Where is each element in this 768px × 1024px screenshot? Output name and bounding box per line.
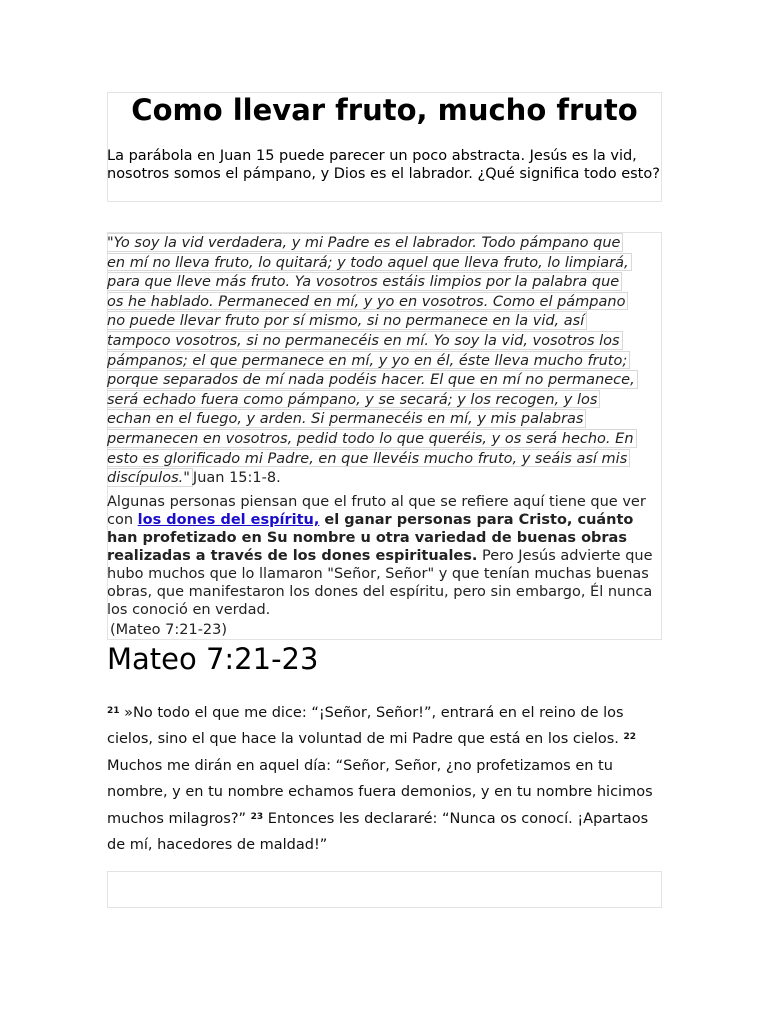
intro-paragraph: La parábola en Juan 15 puede parecer un poco abstracta. Jesús es la vid, nosotros somos el pámpano, y Dios es el labrador. ¿Qué significa todo esto? — [107, 148, 660, 182]
quote-reference: Juan 15:1-8. — [192, 470, 281, 487]
page-title: Como llevar fruto, mucho fruto — [131, 93, 638, 127]
section-heading: Mateo 7:21-23 — [107, 642, 319, 676]
quote-line: "Yo soy la vid verdadera, y mi Padre es el labrador. Todo pámpano que — [107, 233, 623, 252]
quote-line: en mí no lleva fruto, lo quitará; y todo aquel que lleva fruto, lo limpiará, — [107, 253, 632, 272]
quote-line: permanecen en vosotros, pedid todo lo que queréis, y os será hecho. En — [107, 429, 637, 448]
spiritual-gifts-link[interactable]: los dones del espíritu, — [137, 512, 320, 528]
fruit-text-intro: Algunas personas piensan que el fruto al que se refiere aquí tiene que ver con — [107, 494, 646, 528]
scripture-quote — [107, 233, 663, 488]
quote-line: será echado fuera como pámpano, y se secará; y los recogen, y los — [107, 390, 600, 409]
quote-line: para que lleve más fruto. Ya vosotros estáis limpios por la palabra que — [107, 272, 622, 291]
quote-line: os he hablado. Permaneced en mí, y yo en vosotros. Como el pámpano — [107, 292, 628, 311]
fruit-text-rest: Pero Jesús advierte que hubo muchos que lo llamaron "Señor, Señor" y que tenían muchas buenas obras, que manifestaron los dones del espíritu, pero sin embargo, Él nunca los conoció en verdad. — [107, 548, 653, 618]
verse-number: 23 — [250, 811, 264, 822]
quote-line: porque separados de mí nada podéis hacer. El que en mí no permanece, — [107, 370, 638, 389]
quote-line: no puede llevar fruto por sí mismo, si no permanece en la vid, así — [107, 311, 587, 330]
fruit-text-bold: el ganar personas para Cristo, cuánto han profetizado en Su nombre u otra variedad de buenas obras realizadas a través de los dones espirituales. — [107, 512, 634, 564]
quote-line: discípulos." — [107, 468, 193, 487]
quote-line: pámpanos; el que permanece en mí, y yo en él, éste lleva mucho fruto; — [107, 351, 630, 370]
quote-line: echan en el fuego, y arden. Si permanecéis en mí, y mis palabras — [107, 409, 586, 428]
empty-box — [107, 871, 662, 908]
quote-line: tampoco vosotros, si no permanecéis en mí. Yo soy la vid, vosotros los — [107, 331, 623, 350]
verse-paragraph — [107, 700, 667, 858]
verse-text: Muchos me dirán en aquel día: “Señor, Señor, ¿no profetizamos en tu nombre, y en tu nombre echamos fuera demonios, y en tu nombre hicimos muchos milagros?” — [107, 757, 653, 827]
fruit-paragraph — [107, 493, 663, 619]
verse-text: Entonces les declararé: “Nunca os conocí. ¡Apartaos de mí, hacedores de maldad!” — [107, 810, 649, 854]
matthew-reference: (Mateo 7:21-23) — [110, 622, 228, 638]
quote-line: esto es glorificado mi Padre, en que llevéis mucho fruto, y seáis así mis — [107, 449, 630, 468]
verse-number: 22 — [623, 732, 637, 743]
verse-number: 21 — [107, 706, 120, 716]
verse-text: »No todo el que me dice: “¡Señor, Señor!”, entrará en el reino de los cielos, sino el que hace la voluntad de mi Padre que está en los cielos. — [107, 705, 624, 748]
